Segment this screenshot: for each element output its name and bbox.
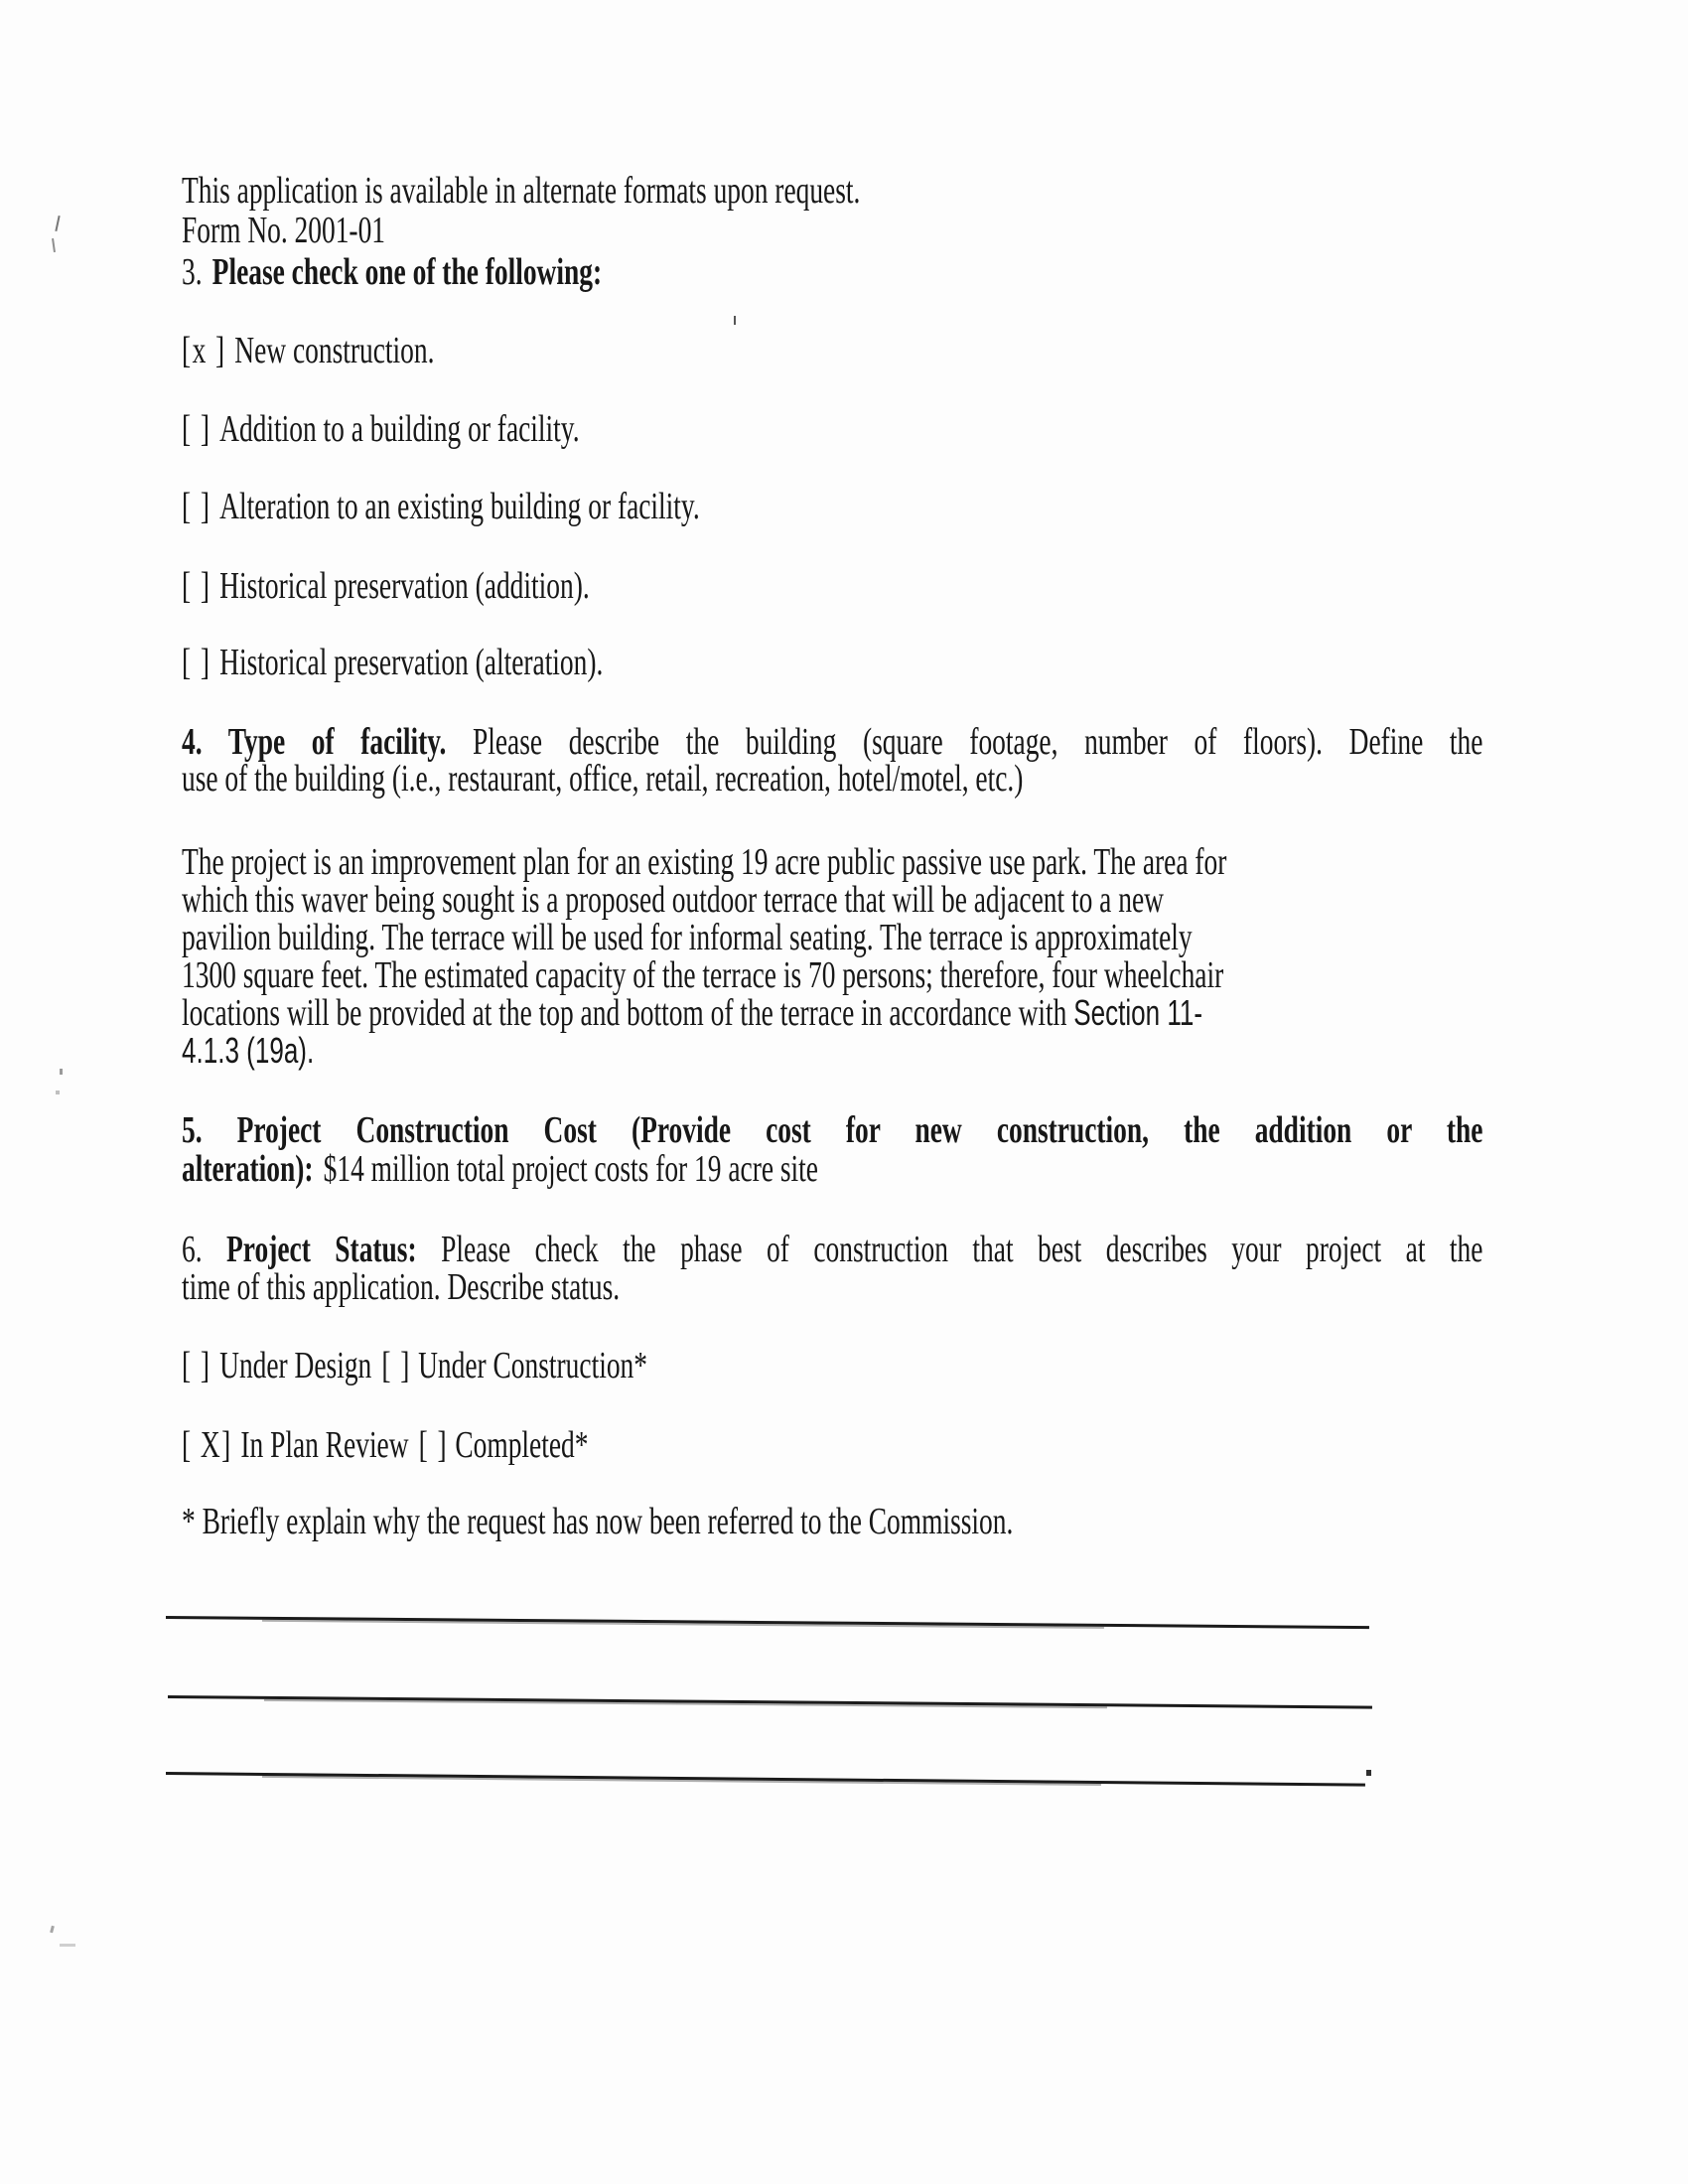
checkbox-in-plan-review[interactable]: [ X] [182,1424,232,1466]
status-row-1 [182,1345,647,1386]
answer-paragraph-line3: pavilion building. The terrace will be used for informal seating. The terrace is approximately [182,917,1193,958]
section4-title: 4. Type of facility. [182,721,447,763]
status-label-completed: Completed* [455,1424,589,1466]
answer-paragraph-line5-text: locations will be provided at the top and bottom of the terrace in accordance with [182,992,1074,1034]
section4-heading-line1 [182,721,1482,763]
status-label-in-plan-review: In Plan Review [240,1424,409,1466]
form-number: Form No. 2001-01 [182,210,386,251]
status-label-under-construction: Under Construction* [418,1345,647,1386]
section3-title: Please check one of the following: [211,251,603,293]
section6-number: 6. [182,1229,203,1270]
section6-heading-line1 [182,1229,1482,1270]
form-text-content [182,0,1482,2184]
answer-paragraph-line2: which this waver being sought is a proposed outdoor terrace that will be adjacent to a new [182,879,1164,921]
answer-paragraph-line6 [182,1030,314,1072]
option-label-historical-addition: Historical preservation (addition). [219,565,590,607]
checkbox-under-construction[interactable]: [ ] [381,1345,411,1386]
checkbox-under-design[interactable]: [ ] [182,1345,211,1386]
section4-prompt-part1: Please describe the building (square footage, number of floors). Define the [472,721,1483,763]
status-label-under-design: Under Design [219,1345,372,1386]
section3-heading [182,251,602,293]
checkbox-completed[interactable]: [ ] [418,1424,449,1466]
section5-heading-line1: 5. Project Construction Cost (Provide cost for new construction, the addition or the [182,1109,1483,1151]
option-label-new-construction: New construction. [234,330,435,371]
section5-heading-end: alteration): [182,1148,314,1190]
scan-artifact [734,316,736,325]
checkbox-alteration[interactable]: [ ] [182,486,211,527]
project-cost-value: $14 million total project costs for 19 acre site [323,1148,818,1190]
option-label-alteration: Alteration to an existing building or facility. [219,486,700,527]
scan-artifact [56,1091,60,1094]
section4-prompt-part2: use of the building (i.e., restaurant, office, retail, recreation, hotel/motel, etc.) [182,758,1024,800]
checkbox-addition[interactable]: [ ] [182,408,211,450]
section6-title: Project Status: [226,1229,417,1270]
scan-artifact [60,1944,75,1947]
status-row-2 [182,1424,588,1466]
alternate-formats-note: This application is available in alternate formats upon request. [182,170,861,212]
footnote-explain-request: * Briefly explain why the request has now been referred to the Commission. [182,1501,1014,1542]
checkbox-historical-alteration[interactable]: [ ] [182,642,211,683]
checkbox-new-construction[interactable]: [x ] [182,330,226,371]
scan-artifact [52,238,56,252]
option-row-addition [182,408,580,450]
option-label-historical-alteration: Historical preservation (alteration). [219,642,604,683]
scan-artifact [50,1926,55,1934]
checkbox-historical-addition[interactable]: [ ] [182,565,211,607]
section-reference-part2: 4.1.3 (19a). [182,1030,315,1071]
option-row-historical-alteration [182,642,603,683]
option-row-new-construction [182,330,434,371]
answer-paragraph-line1: The project is an improvement plan for an existing 19 acre public passive use park. The area for [182,841,1227,883]
section6-prompt-part2: time of this application. Describe status. [182,1266,621,1308]
answer-paragraph-line5 [182,992,1202,1034]
section6-prompt-part1: Please check the phase of construction that best describes your project at the [441,1229,1483,1270]
stray-period-mark [1366,1770,1371,1776]
option-row-alteration [182,486,700,527]
option-row-historical-addition [182,565,590,607]
section-reference-part1: Section 11- [1073,992,1203,1033]
scan-artifact [55,216,60,231]
section5-line2 [182,1148,818,1190]
section3-number: 3. [182,251,203,293]
answer-paragraph-line4: 1300 square feet. The estimated capacity of the terrace is 70 persons; therefore, four wheelchair [182,954,1224,996]
scan-artifact [60,1069,63,1075]
option-label-addition: Addition to a building or facility. [219,408,580,450]
